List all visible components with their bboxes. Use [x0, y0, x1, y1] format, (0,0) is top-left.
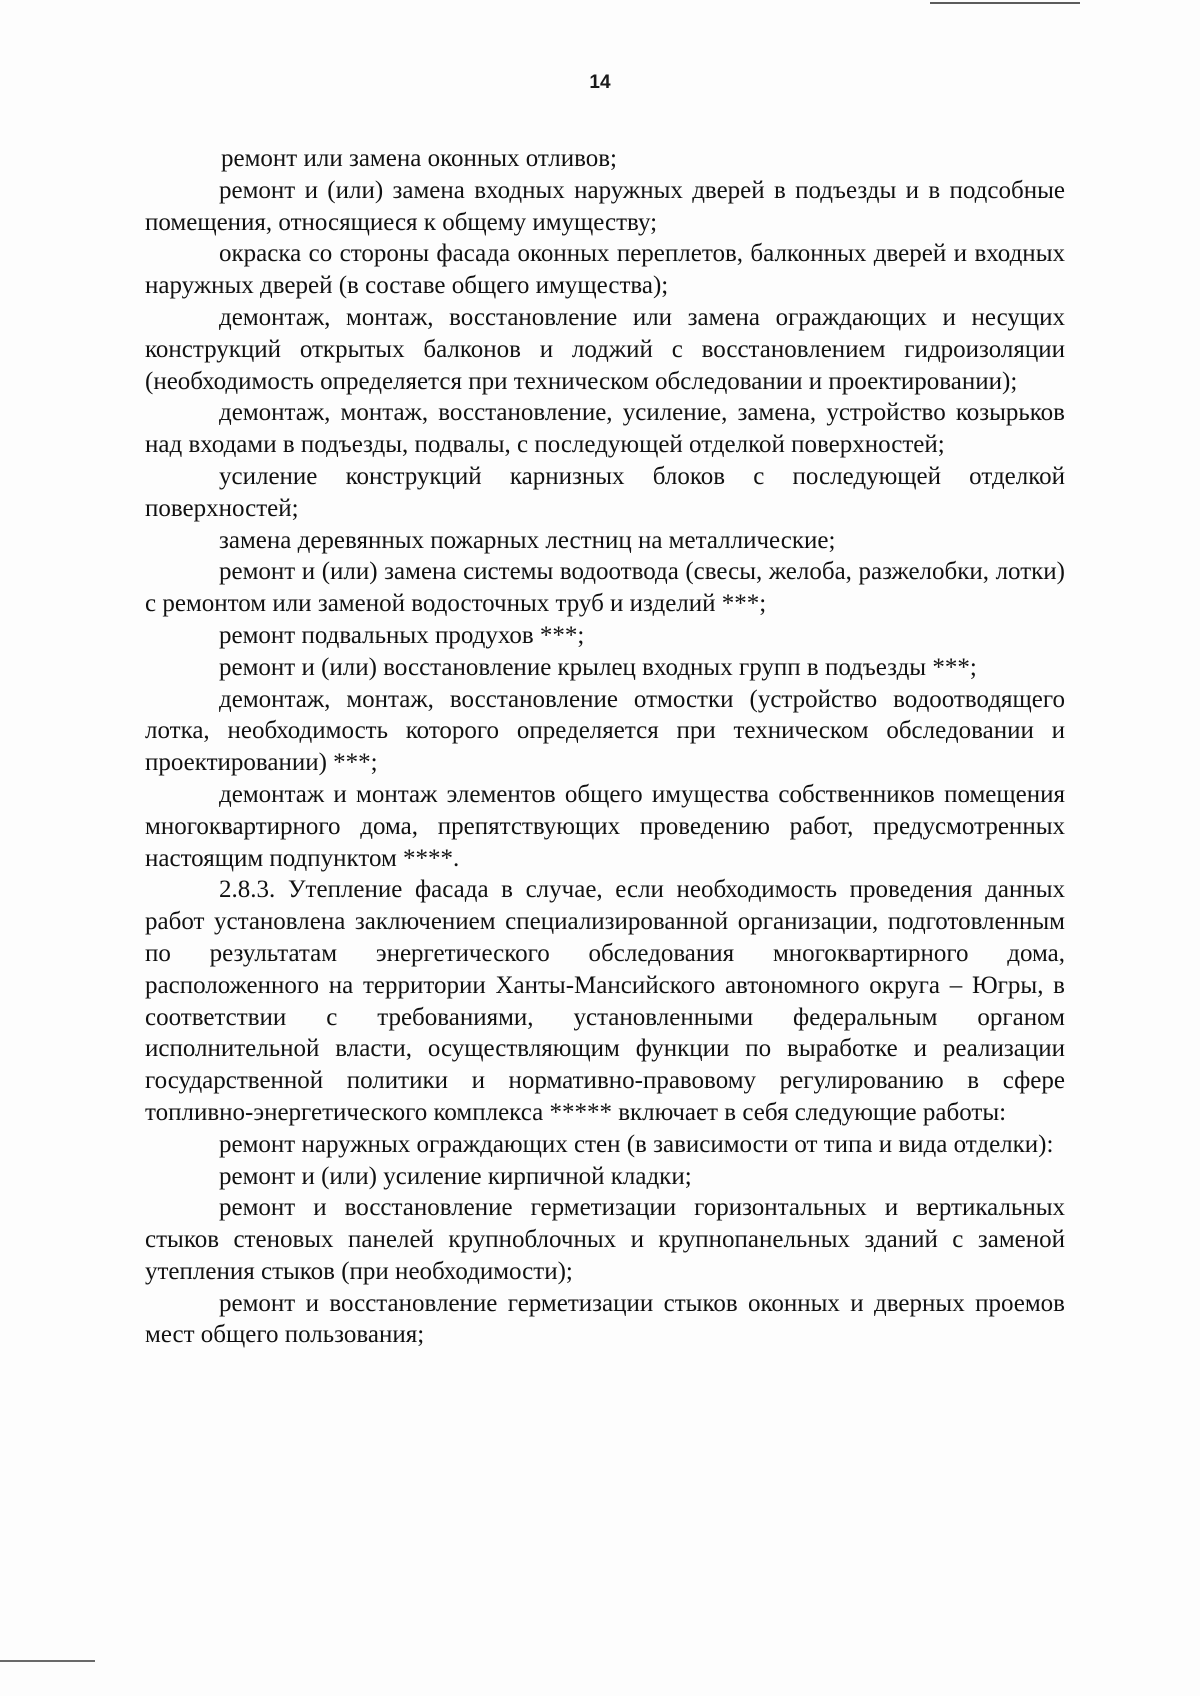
paragraph: демонтаж, монтаж, восстановление отмостки (устройство водоотводящего лотка, необходимость которого определяется при техническом обследовании и проектировании) ***;: [145, 685, 1065, 777]
paragraph: ремонт наружных ограждающих стен (в зависимости от типа и вида отделки):: [219, 1130, 1054, 1158]
paragraph: ремонт и восстановление герметизации стыков оконных и дверных проемов мест общего пользования;: [145, 1289, 1065, 1349]
paragraph: ремонт подвальных продухов ***;: [219, 621, 585, 649]
paragraph: демонтаж, монтаж, восстановление, усиление, замена, устройство козырьков над входами в подъезды, подвалы, с последующей отделкой поверхностей;: [145, 399, 1065, 459]
scan-artifact-top-line: [930, 2, 1080, 4]
paragraph: замена деревянных пожарных лестниц на металлические;: [219, 526, 836, 554]
page-number: 14: [589, 72, 611, 93]
paragraph: ремонт или замена оконных отливов;: [221, 145, 617, 172]
paragraph: демонтаж и монтаж элементов общего имущества собственников помещения многоквартирного дома, препятствующих проведению работ, предусмотренных настоящим подпунктом ****.: [145, 780, 1065, 872]
paragraph: ремонт и (или) замена входных наружных дверей в подъезды и в подсобные помещения, относящиеся к общему имуществу;: [145, 176, 1065, 236]
scan-artifact-bottom-line: [0, 1660, 95, 1662]
paragraph: 2.8.3. Утепление фасада в случае, если необходимость проведения данных работ установлена заключением специализированной организации, подготовленным по результатам энергетического обследования многоквартирного дома, расположенного на территории Ханты-Мансийского автономного округа – Югры, в соответствии с требованиями, установленными федеральным органом исполнительной власти, осуществляющим функции по выработке и реализации государственной политики и нормативно-правовому регулированию в сфере топливно-энергетического комплекса ***** включает в себя следующие работы:: [145, 876, 1065, 1126]
paragraph: ремонт и (или) усиление кирпичной кладки;: [219, 1162, 692, 1190]
paragraph: ремонт и (или) восстановление крылец входных групп в подъезды ***;: [219, 653, 977, 681]
paragraph: усиление конструкций карнизных блоков с последующей отделкой поверхностей;: [145, 462, 1065, 522]
document-body: [145, 143, 1065, 1351]
paragraph: ремонт и восстановление герметизации горизонтальных и вертикальных стыков стеновых панелей крупноблочных и крупнопанельных зданий с заменой утепления стыков (при необходимости);: [145, 1194, 1065, 1285]
paragraph: окраска со стороны фасада оконных переплетов, балконных дверей и входных наружных дверей (в составе общего имущества);: [145, 240, 1065, 300]
paragraph: ремонт и (или) замена системы водоотвода (свесы, желоба, разжелобки, лотки) с ремонтом или заменой водосточных труб и изделий ***;: [145, 558, 1065, 618]
paragraph: демонтаж, монтаж, восстановление или замена ограждающих и несущих конструкций открытых балконов и лоджий с восстановлением гидроизоляции (необходимость определяется при техническом обследовании и проектировании);: [145, 303, 1065, 395]
